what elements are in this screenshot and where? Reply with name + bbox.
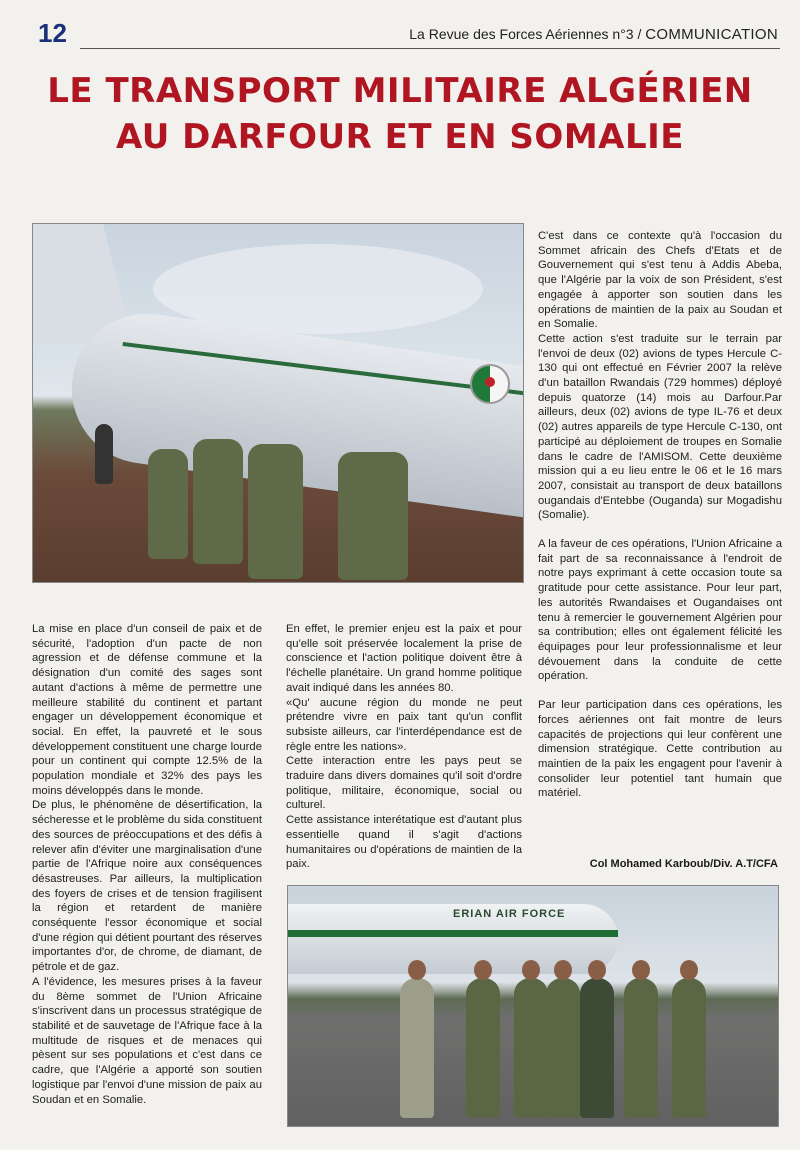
paragraph: En effet, le premier enjeu est la paix et pour qu'elle soit préservée localement la prise de conscience et l'action politique doivent être à l'échelle planétaire. Un grand homme politique avait indiqué dans les années 80. [286,623,522,694]
page-number: 12 [38,18,67,48]
algerian-roundel-icon [470,364,510,404]
left-column [32,622,262,1107]
author-signature: Col Mohamed Karboub/Div. A.T/CFA [589,858,778,870]
soldier-figure [148,449,188,559]
soldier-figure [248,444,303,579]
aircraft-stripe [288,930,618,937]
magazine-name: La Revue des Forces Aériennes n°3 [409,26,634,42]
page-header [0,18,800,52]
paragraph: C'est dans ce contexte qu'à l'occasion du Sommet africain des Chefs d'Etats et de Gouvernement qui s'est tenu à Addis Abeba, que l'Algérie par la voix de son Président, s'est engagée à apporter son soutien dans les opérations de maintien de la paix au Soudan et en Somalie. [538,230,782,331]
running-head [409,26,778,43]
title-line-1: LE TRANSPORT MILITAIRE ALGÉRIEN [47,71,753,111]
officer-figure [624,978,658,1118]
paragraph: «Qu' aucune région du monde ne peut prétendre vivre en paix tant qu'un conflit subsiste ailleurs, car l'interdépendance est de règle entre les nations». [286,696,522,753]
paragraph: Cette action s'est traduite sur le terrain par l'envoi de deux (02) avions de types Hercule C-130 qui ont effectué en Février 2007 la relève d'un bataillon Rwandais (729 hommes) déployé depuis quatorze (14) mois au Darfour.Par ailleurs, deux (02) avions de type IL-76 et deux (02) autres appareils de type Hercule C-130, ont participé au déploiement de troupes en Somalie dans le cadre de l'AMISOM. Cette deuxième mission qui a eu lieu entre le 06 et le 16 mars 2007, consistait au transport de deux bataillons ougandais d'Entebbe (Ouganda) sur Mogadishu (Somalie). [538,332,782,522]
right-column-top [538,229,782,801]
paragraph: Cette interaction entre les pays peut se traduire dans divers domaines qu'il soit d'ordre politique, militaire, économique, social ou culturel. [286,755,522,812]
paragraph: La mise en place d'un conseil de paix et de sécurité, l'adoption d'un pacte de non agression et de défense commune et la désignation d'un comité des sages sont autant d'actions à même de permettre une meilleure stabilité du continent et partant engager un développement économique et social. En effet, la pauvreté et le sous développement constituent une charge lourde pour un continent qui compte 12.5% de la population mondiale et 32% des pays les moins développés dans le monde. [32,623,262,797]
soldier-figure [95,424,113,484]
officer-figure [466,978,500,1118]
section-name: COMMUNICATION [645,26,778,43]
officer-figure [546,978,580,1118]
officer-figure [400,978,434,1118]
officer-figure [514,978,548,1118]
paragraph: Cette assistance interétatique est d'autant plus essentielle quand il s'agit d'actions humanitaires ou d'opérations de maintien de la paix. [286,814,522,871]
paragraph: Par leur participation dans ces opérations, les forces aériennes ont fait montre de leurs capacités de projections qui leur confèrent une dimension stratégique. Cette contribution au maintien de la paix les engagent pour l'avenir à consolider leur potentiel tant humain que matériel. [538,699,782,800]
officer-figure [672,978,706,1118]
title-line-2: AU DARFOUR ET EN SOMALIE [115,117,685,157]
header-separator: / [637,26,642,42]
paragraph: De plus, le phénomène de désertification, la sécheresse et le problème du sida constituent des sources de préoccupations et des défis à relever afin d'éviter une marginalisation d'une partie de l'Afrique noire aux conséquences désastreuses. Par ailleurs, la multiplication des foyers de crises et de tension fragilisent la région et retardent de manière conséquente l'essor économique et social d'une région qui détient pourtant des réserves importantes d'or, de chrome, de diamant, de pétrole et de gaz. [32,799,262,974]
header-rule [80,48,780,49]
soldier-figure [338,452,408,580]
soldier-figure [193,439,243,564]
article-title [0,68,800,160]
photo-troops-boarding-aircraft [32,223,524,583]
middle-column [286,622,522,872]
paragraph: A la faveur de ces opérations, l'Union Africaine a fait part de sa reconnaissance à l'endroit de notre pays exprimant à cette occasion toute sa gratitude pour cette assistance. Pour leur part, les autorités Rwandaises et Ougandaises ont tenu à remercier le gouvernement Algérien pour sa contribution; elles ont également félicité les équipages pour leur professionnalisme et leur dévouement dans la conduite de cette opération. [538,538,782,683]
paragraph: A l'évidence, les mesures prises à la faveur du 8ème sommet de l'Union Africaine s'inscrivent dans un processus stratégique de stabilité et de sauvetage de l'Afrique face à la multitude de risques et de menaces qui pèsent sur ses populations et c'est dans ce cadre, que l'Algérie a apporté son soutien logistique par l'envoi d'une mission de paix au Soudan et en Somalie. [32,975,262,1106]
photo-officers-group [287,885,779,1127]
aircraft-livery-text: ERIAN AIR FORCE [453,908,566,920]
officer-figure [580,978,614,1118]
